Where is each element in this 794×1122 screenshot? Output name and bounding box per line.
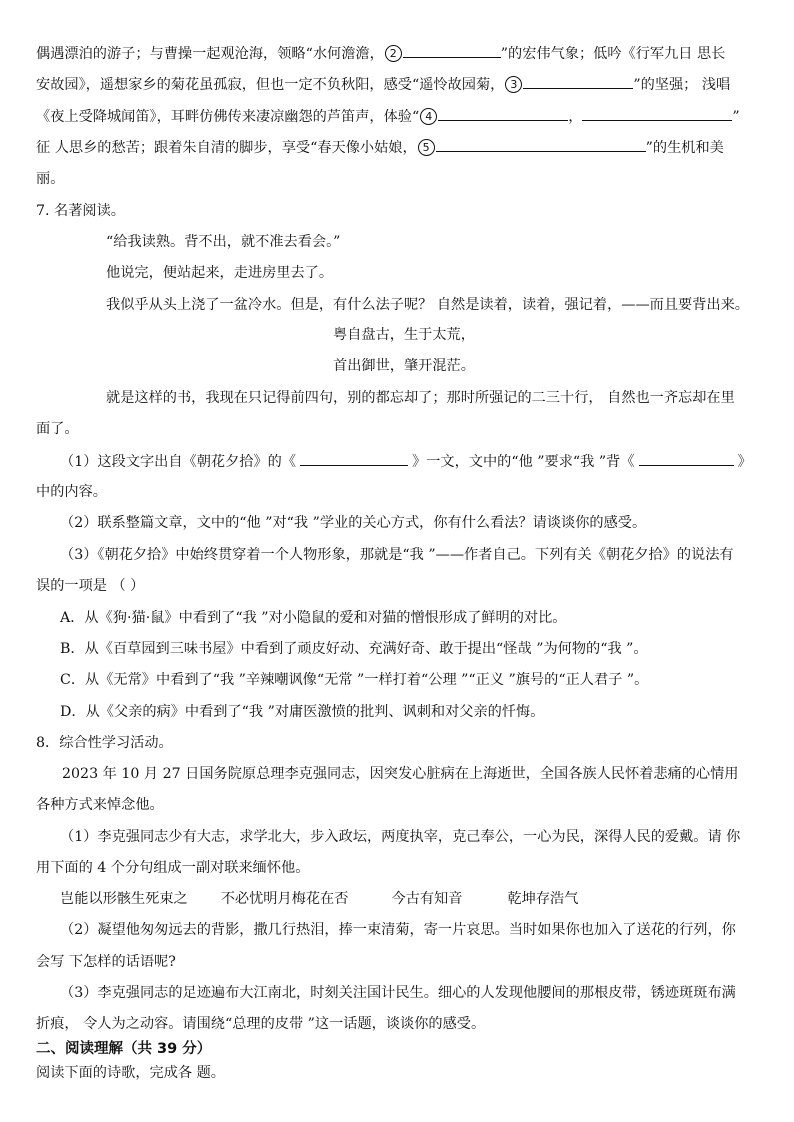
couplet-clause-4: 乾坤存浩气 (507, 891, 579, 907)
intro-text: 偶遇漂泊的游子；与曹操一起观沧海，领略“水何澹澹， (36, 46, 384, 62)
couplet-clause-2: 不必忧明月梅花在否 (220, 891, 349, 907)
subquestion-text: （1）这段文字出自《朝花夕拾》的《 (60, 454, 297, 470)
intro-line-4 (36, 137, 724, 158)
intro-text: ， (568, 109, 583, 125)
section-2-heading: 二、阅读理解（共 39 分） (36, 1041, 212, 1057)
option-a[interactable]: A．从《狗·猫·鼠》中看到了“我 ”对小隐鼠的爱和对猫的憎恨形成了鲜明的对比。 (60, 610, 567, 626)
blank-number-5: 5 (418, 139, 435, 156)
passage-line: 他说完，便站起来，走进房里去了。 (106, 265, 334, 281)
couplet-clause-1: 岂能以形骸生死束之 (60, 891, 188, 907)
intro-text: ” (732, 109, 740, 125)
subquestion-7-2: （2）联系整篇文章，文中的“他 ”对“我 ”学业的关心方式，你有什么看法？请谈谈你的感受。 (60, 515, 647, 531)
intro-text: ”的生机和美 (645, 140, 724, 156)
question-8-title: 8．综合性学习活动。 (36, 735, 173, 751)
answer-blank-2[interactable] (403, 43, 501, 58)
poem-line: 粤自盘古，生于太荒， (333, 327, 475, 343)
blank-number-2: 2 (385, 45, 402, 62)
answer-blank-5[interactable] (436, 137, 646, 152)
passage-line: 我似乎从头上浇了一盆冷水。但是，有什么法子呢？ 自然是读着，读着，强记着，——而且要背出来。 (106, 297, 749, 313)
subquestion-text: 》一文，文中的“他 ”要求“我 ”背《 (412, 454, 635, 470)
intro-line-3 (36, 106, 740, 127)
answer-blank-4a[interactable] (438, 106, 568, 121)
section-2-instruction: 阅读下面的诗歌，完成各 题。 (36, 1065, 225, 1081)
subquestion-text: 中的内容。 (36, 484, 107, 500)
answer-blank-book[interactable] (639, 451, 734, 466)
blank-number-3: 3 (505, 76, 522, 93)
couplet-clauses (60, 889, 578, 909)
intro-text: 安故园》，遥想家乡的菊花虽孤寂，但也一定不负秋阳，感受“遥怜故园菊， (36, 77, 505, 93)
subquestion-text: 用下面的 4 个分句组成一副对联来缅怀他。 (36, 860, 310, 876)
answer-blank-3[interactable] (523, 74, 633, 89)
intro-text: ”的坚强； 浅唱 (633, 77, 731, 93)
answer-blank-article[interactable] (300, 451, 408, 466)
subquestion-8-1: （1）李克强同志少有大志，求学北大，步入政坛，两度执宰，克己奉公，一心为民，深得人民的爱戴。请 你 (60, 829, 741, 845)
option-d[interactable]: D．从《父亲的病》中看到了“我 ”对庸医激愤的批判、讽刺和对父亲的忏悔。 (60, 704, 545, 720)
intro-text: ”的宏伟气象；低吟《行军九日 思长 (500, 46, 726, 62)
intro-line-2 (36, 74, 730, 95)
intro-line-5: 丽。 (36, 171, 65, 187)
subquestion-7-3: （3）《朝花夕拾》中始终贯穿着一个人物形象，那就是“我 ”——作者自己。下列有关《朝花夕拾》的说法有 (60, 547, 734, 563)
passage-line: 面了。 (36, 421, 79, 437)
question-7-title: 7. 名著阅读。 (36, 203, 125, 219)
intro-line-1 (36, 43, 725, 64)
option-c[interactable]: C．从《无常》中看到了“我 ”辛辣嘲讽像“无常 ”一样打着“公理 ”“正义 ”旗号的“正人君子 ”。 (60, 672, 649, 688)
passage-line: “给我读熟。背不出，就不准去看会。” (106, 234, 341, 250)
answer-blank-4b[interactable] (582, 106, 732, 121)
passage-line: 2023 年 10 月 27 日国务院原总理李克强同志，因突发心脏病在上海逝世，全国各族人民怀着悲痛的心情用 (62, 766, 739, 782)
option-b[interactable]: B．从《百草园到三味书屋》中看到了顽皮好动、充满好奇、敢于提出“怪哉 ”为何物的“我 ”。 (60, 641, 648, 657)
subquestion-8-3: （3）李克强同志的足迹遍布大江南北，时刻关注国计民生。细心的人发现他腰间的那根皮带，锈迹斑斑布满 (60, 985, 736, 1001)
couplet-clause-3: 今古有知音 (391, 891, 463, 907)
subquestion-text: 会写 下怎样的话语呢? (36, 954, 176, 970)
subquestion-text: 误的一项是 （ ） (36, 578, 145, 594)
intro-text: 征 人思乡的愁苦；跟着朱自清的脚步，享受“春天像小姑娘， (36, 140, 417, 156)
subquestion-text: 折痕， 令人为之动容。请围绕“总理的皮带 ”这一话题，谈谈你的感受。 (36, 1016, 486, 1032)
subquestion-8-2: （2）凝望他匆匆远去的背影，撒几行热泪，捧一束清菊，寄一片哀思。当时如果你也加入了送花的行列，你 (60, 922, 736, 938)
passage-line: 各种方式来悼念他。 (36, 797, 164, 813)
passage-line: 就是这样的书，我现在只记得前四句，别的都忘却了；那时所强记的二三十行， 自然也一齐忘却在里 (106, 390, 735, 406)
poem-line: 首出御世，肇开混茫。 (333, 358, 475, 374)
intro-text: 《夜上受降城闻笛》，耳畔仿佛传来凄凉幽怨的芦笛声，体验“ (36, 109, 420, 125)
subquestion-text: 》 (737, 454, 752, 470)
blank-number-4: 4 (420, 108, 437, 125)
subquestion-7-1 (60, 451, 752, 472)
